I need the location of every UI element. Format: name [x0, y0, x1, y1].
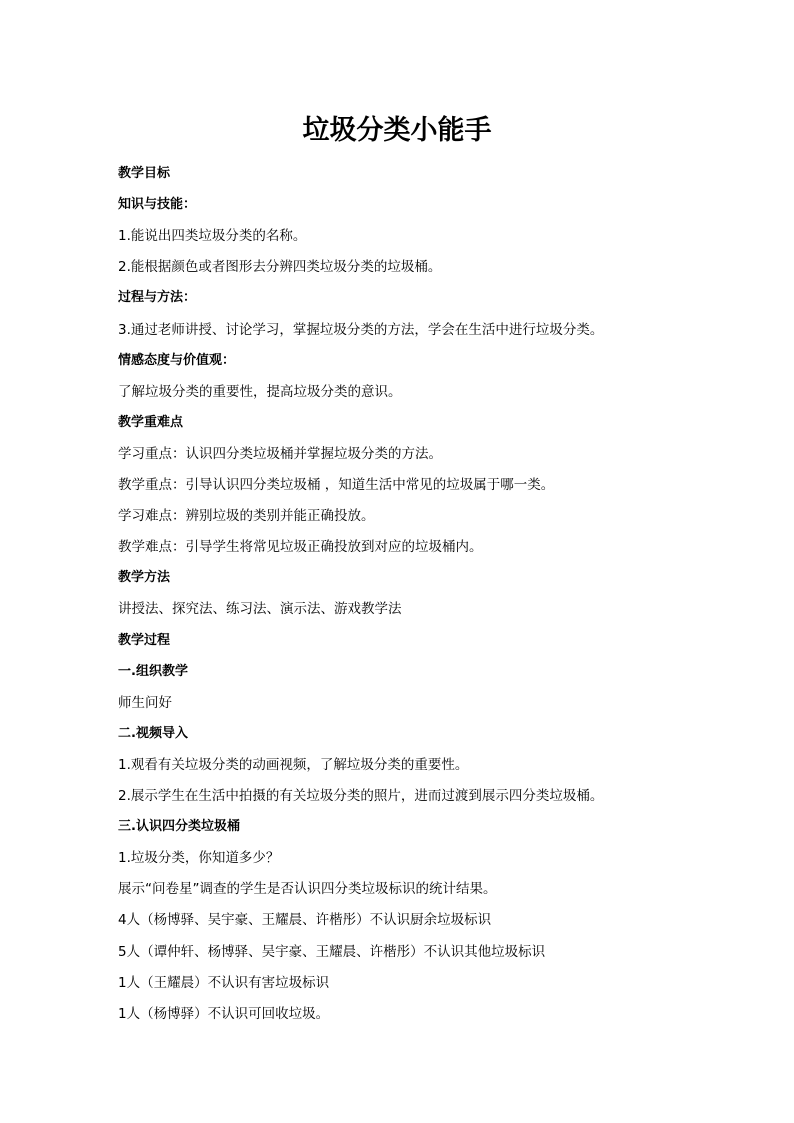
section-heading: 教学目标: [118, 166, 171, 181]
body-paragraph: 教学难点：引导学生将常见垃圾正确投放到对应的垃圾桶内。: [118, 539, 483, 556]
section-heading: 教学方法: [118, 570, 171, 586]
section-heading: 过程与方法：: [118, 290, 197, 306]
body-paragraph: 教学重点：引导认识四分类垃圾桶 ，知道生活中常见的垃圾属于哪一类。: [118, 477, 555, 493]
body-paragraph: 展示“问卷星”调查的学生是否认识四分类垃圾标识的统计结果。: [118, 881, 497, 898]
body-paragraph: 3.通过老师讲授、讨论学习，掌握垃圾分类的方法，学会在生活中进行垃圾分类。: [118, 321, 604, 338]
section-heading: 一.组织教学: [118, 663, 188, 679]
body-paragraph: 1.能说出四类垃圾分类的名称。: [118, 228, 307, 245]
body-paragraph: 学习重点：认识四分类垃圾桶并掌握垃圾分类的方法。: [118, 445, 442, 462]
body-paragraph: 4人（杨博驿、吴宇豪、王耀晨、许楷彤）不认识厨余垃圾标识: [118, 912, 492, 929]
body-paragraph: 讲授法、探究法、练习法、演示法、游戏教学法: [118, 601, 402, 618]
section-heading: 三.认识四分类垃圾桶: [118, 819, 240, 835]
body-paragraph: 了解垃圾分类的重要性，提高垃圾分类的意识。: [118, 383, 402, 400]
body-paragraph: 2.能根据颜色或者图形去分辨四类垃圾分类的垃圾桶。: [118, 259, 442, 276]
section-heading: 教学重难点: [118, 414, 184, 430]
body-paragraph: 1.垃圾分类，你知道多少？: [118, 850, 280, 867]
body-paragraph: 2.展示学生在生活中拍摄的有关垃圾分类的照片，进而过渡到展示四分类垃圾桶。: [118, 788, 604, 804]
body-paragraph: 学习难点：辨别垃圾的类别并能正确投放。: [118, 508, 375, 525]
section-heading: 教学过程: [118, 632, 171, 648]
section-heading: 情感态度与价值观：: [118, 352, 236, 368]
body-paragraph: 师生问好: [118, 694, 172, 711]
section-heading: 二.视频导入: [118, 725, 188, 741]
section-heading: 知识与技能：: [118, 197, 197, 213]
body-paragraph: 1人（杨博驿）不认识可回收垃圾。: [118, 1005, 330, 1022]
body-paragraph: 1.观看有关垃圾分类的动画视频，了解垃圾分类的重要性。: [118, 756, 469, 773]
body-paragraph: 5人（谭仲轩、杨博驿、吴宇豪、王耀晨、许楷彤）不认识其他垃圾标识: [118, 943, 546, 960]
body-paragraph: 1人（王耀晨）不认识有害垃圾标识: [118, 974, 330, 991]
document-title: 垃圾分类小能手: [302, 115, 492, 146]
